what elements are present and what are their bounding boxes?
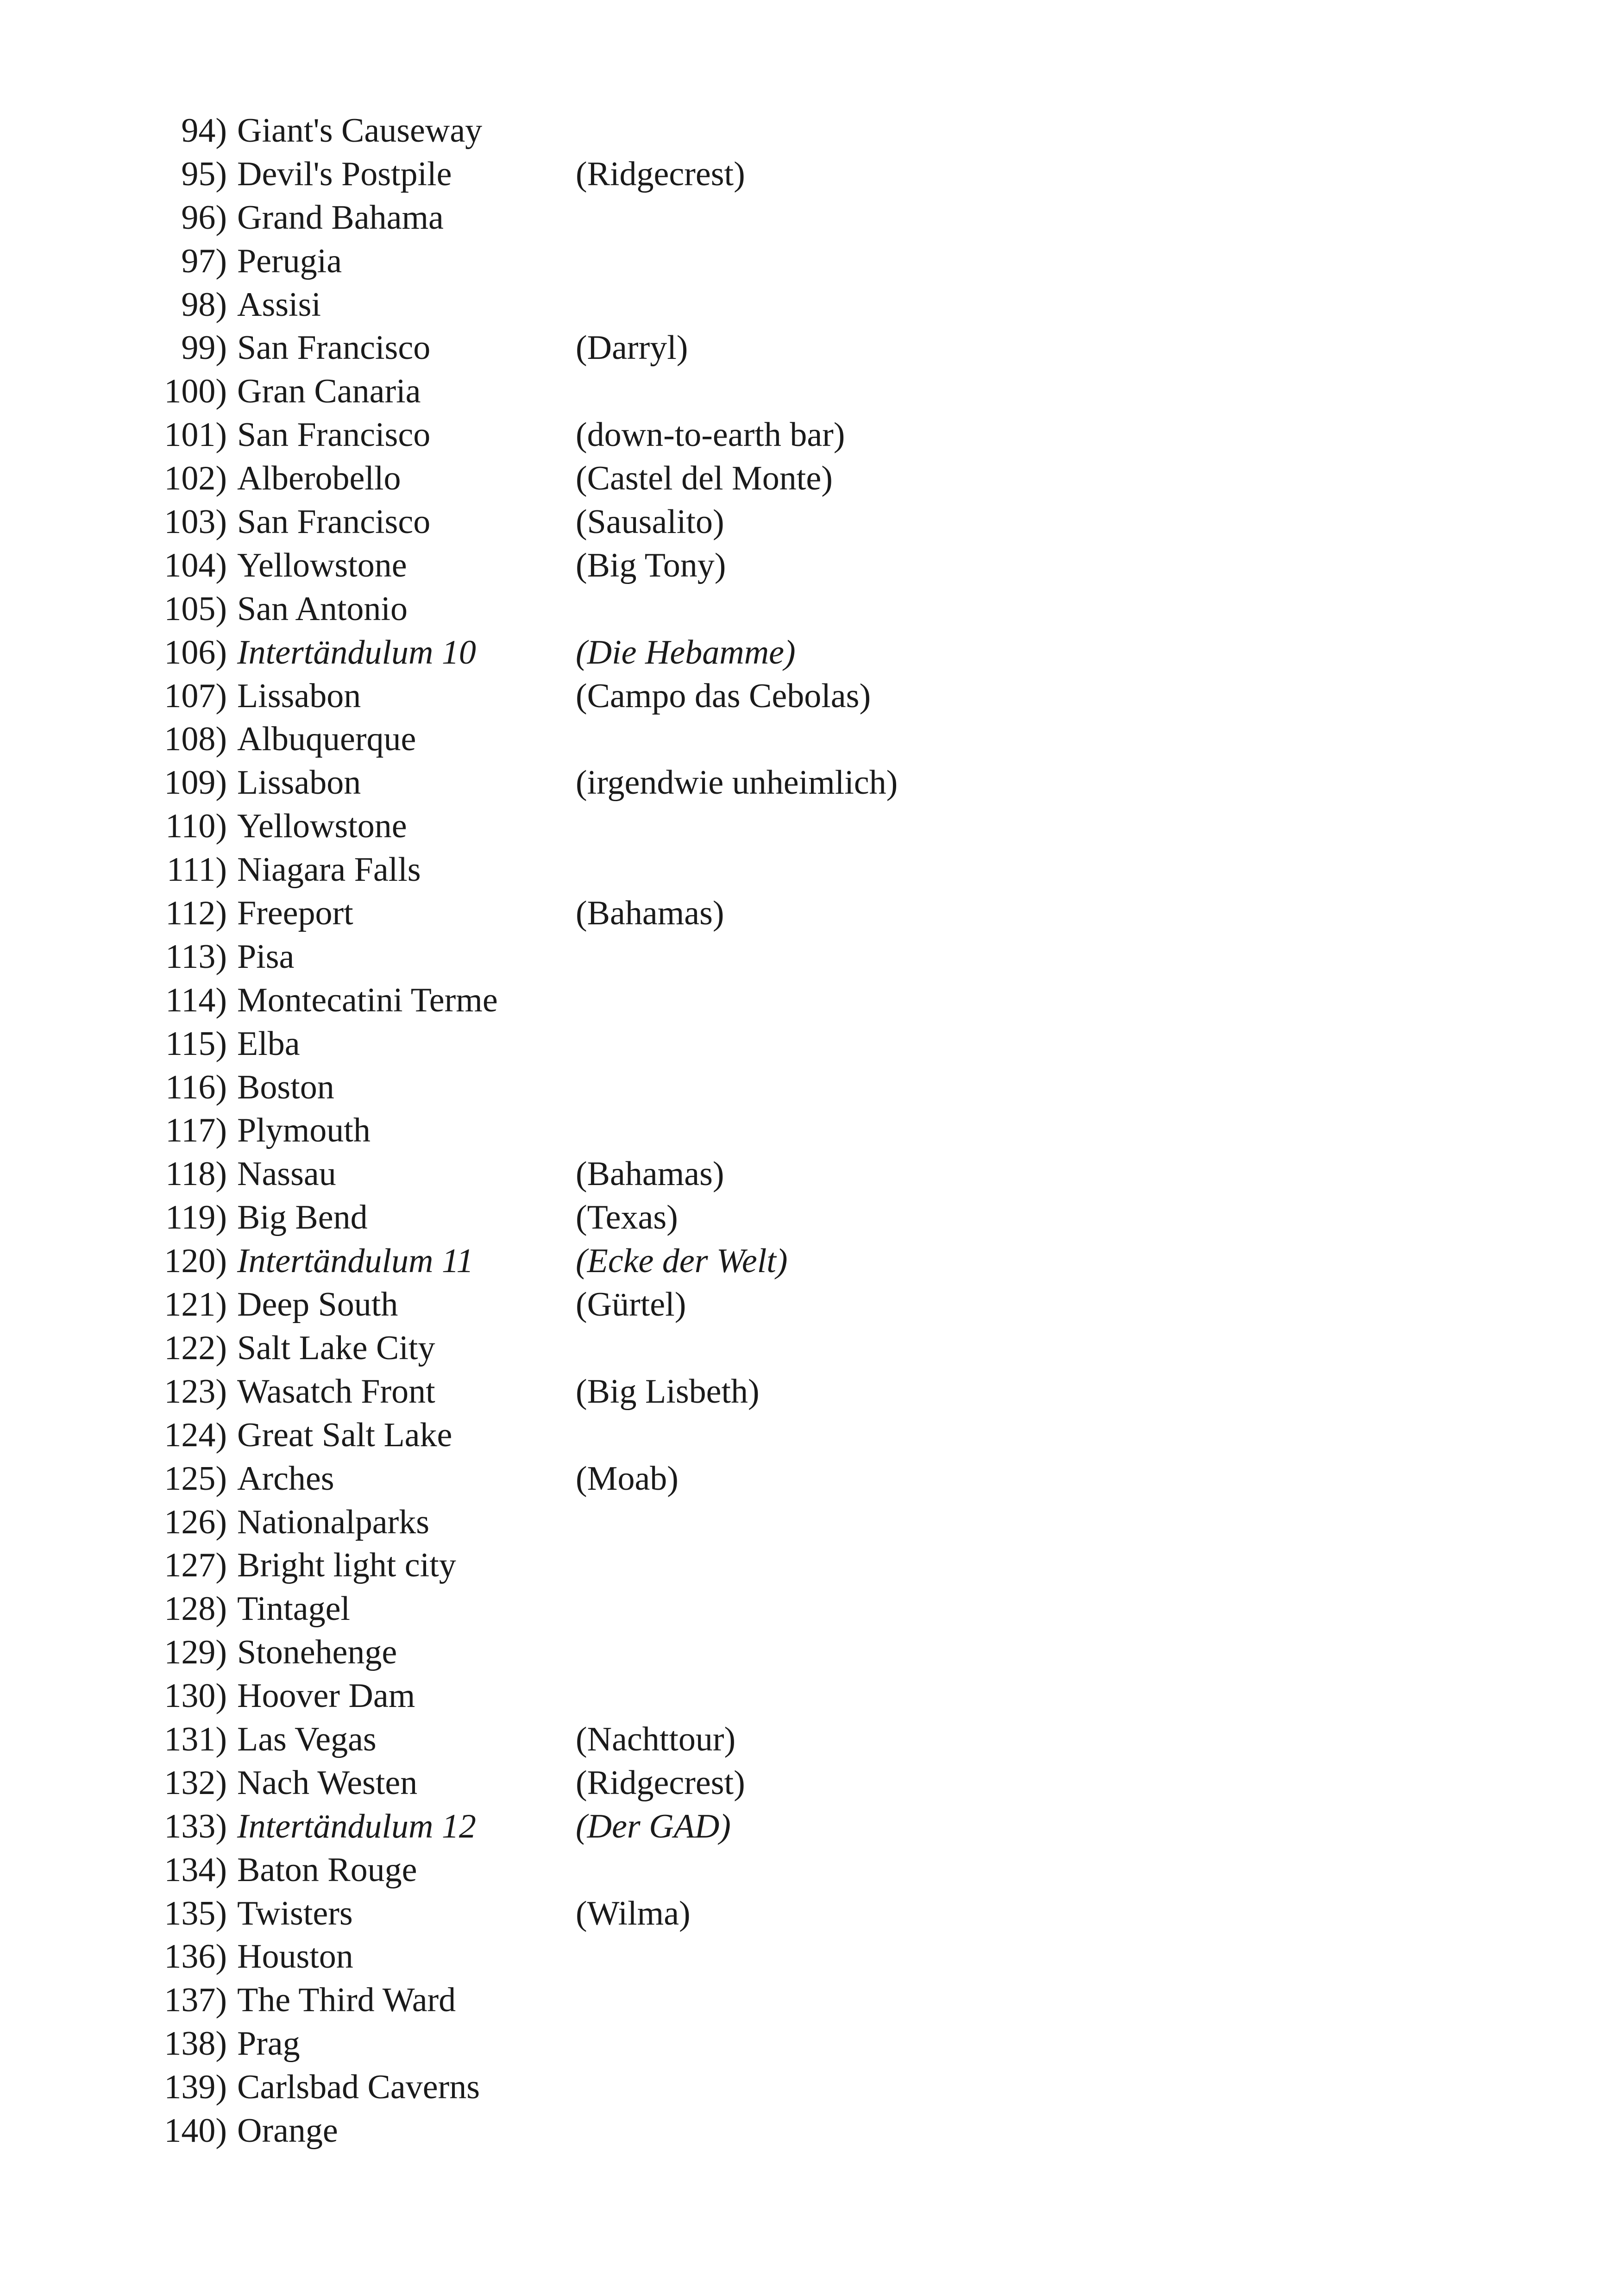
entry-place: Nationalparks <box>237 1503 430 1541</box>
list-item <box>0 414 1621 457</box>
entry-note: (Sausalito) <box>576 503 724 541</box>
entry-number: 113) <box>165 937 227 976</box>
list-item <box>0 196 1621 240</box>
entry-number: 96) <box>181 198 227 237</box>
entry-number: 117) <box>165 1111 227 1150</box>
entry-place: Freeport <box>237 894 353 933</box>
entry-note: (Ridgecrest) <box>576 155 745 193</box>
entry-place: The Third Ward <box>237 1981 456 2020</box>
entry-number: 138) <box>164 2025 227 2063</box>
entry-number: 102) <box>164 459 227 498</box>
list-item <box>0 283 1621 327</box>
entry-number: 129) <box>164 1633 227 1672</box>
entry-place: San Francisco <box>237 329 431 367</box>
entry-place: Nach Westen <box>237 1763 418 1802</box>
entry-number: 103) <box>164 503 227 541</box>
entry-place: Assisi <box>237 285 321 324</box>
entry-place: Tintagel <box>237 1590 350 1628</box>
list-item <box>0 979 1621 1023</box>
entry-place: Hoover Dam <box>237 1677 415 1715</box>
list-item <box>0 370 1621 414</box>
entry-place: Niagara Falls <box>237 851 421 889</box>
entry-note: (Big Lisbeth) <box>576 1372 760 1411</box>
list-item <box>0 892 1621 935</box>
list-item <box>0 1675 1621 1718</box>
list-item <box>0 1153 1621 1196</box>
entry-note: (irgendwie unheimlich) <box>576 764 898 802</box>
list-item <box>0 1892 1621 1936</box>
entry-place: Intertändulum 10 <box>237 633 476 671</box>
entry-place: Twisters <box>237 1894 353 1932</box>
list-item <box>0 1457 1621 1501</box>
list-item <box>0 848 1621 892</box>
entry-place: Deep South <box>237 1286 398 1324</box>
list-item <box>0 457 1621 501</box>
list-item <box>0 1023 1621 1066</box>
entry-place: Montecatini Terme <box>237 981 498 1019</box>
list-item <box>0 1718 1621 1762</box>
entry-number: 133) <box>164 1807 227 1845</box>
entry-place: Arches <box>237 1459 334 1498</box>
entry-number: 120) <box>164 1242 227 1280</box>
entry-number: 116) <box>165 1068 227 1106</box>
entry-note: (Bahamas) <box>576 1155 724 1193</box>
entry-number: 137) <box>164 1981 227 2020</box>
list-item <box>0 1283 1621 1327</box>
entry-number: 115) <box>165 1024 227 1063</box>
entry-place: Salt Lake City <box>237 1329 435 1367</box>
list-item <box>0 1327 1621 1370</box>
entry-number: 107) <box>164 677 227 715</box>
entry-place: Great Salt Lake <box>237 1416 452 1454</box>
entry-note: (Darryl) <box>576 329 688 367</box>
entry-place: Carlsbad Caverns <box>237 2068 480 2107</box>
entry-number: 109) <box>164 764 227 802</box>
list-item <box>0 1587 1621 1631</box>
entry-number: 125) <box>164 1459 227 1498</box>
entry-place: Stonehenge <box>237 1633 397 1672</box>
list-item <box>0 2022 1621 2066</box>
list-item <box>0 718 1621 761</box>
entry-number: 98) <box>181 285 227 324</box>
entry-number: 94) <box>181 112 227 150</box>
list-item <box>0 1631 1621 1675</box>
entry-place: Boston <box>237 1068 334 1106</box>
entry-number: 104) <box>164 546 227 584</box>
entry-number: 123) <box>164 1372 227 1411</box>
list-item <box>0 240 1621 283</box>
entry-number: 131) <box>164 1720 227 1758</box>
entry-place: Grand Bahama <box>237 198 444 237</box>
entry-number: 97) <box>181 242 227 280</box>
entry-place: Lissabon <box>237 677 361 715</box>
list-item <box>0 1414 1621 1457</box>
entry-note: (Bahamas) <box>576 894 724 933</box>
entry-place: Yellowstone <box>237 546 407 584</box>
list-item <box>0 761 1621 805</box>
list-item <box>0 1109 1621 1153</box>
list-item <box>0 326 1621 370</box>
list-item <box>0 935 1621 979</box>
entry-number: 110) <box>165 807 227 846</box>
entry-place: Orange <box>237 2111 338 2150</box>
entry-place: Alberobello <box>237 459 401 498</box>
entry-place: Albuquerque <box>237 720 416 759</box>
entry-place: Perugia <box>237 242 342 280</box>
entry-note: (Texas) <box>576 1198 678 1237</box>
entry-place: Bright light city <box>237 1546 456 1585</box>
list-item <box>0 153 1621 196</box>
list-item <box>0 1501 1621 1544</box>
entry-place: Baton Rouge <box>237 1851 417 1889</box>
list-item <box>0 1240 1621 1283</box>
entry-number: 101) <box>164 416 227 454</box>
entry-number: 140) <box>164 2111 227 2150</box>
entry-place: Intertändulum 12 <box>237 1807 476 1845</box>
list-item <box>0 1370 1621 1414</box>
list-item <box>0 805 1621 848</box>
entry-number: 106) <box>164 633 227 671</box>
entry-note: (Campo das Cebolas) <box>576 677 871 715</box>
list-item <box>0 631 1621 675</box>
entry-place: Yellowstone <box>237 807 407 846</box>
entry-place: Pisa <box>237 937 295 976</box>
list-item <box>0 544 1621 588</box>
entry-number: 136) <box>164 1938 227 1976</box>
entry-note: (Ridgecrest) <box>576 1763 745 1802</box>
entry-place: Elba <box>237 1024 300 1063</box>
list-item <box>0 1196 1621 1240</box>
entry-place: Intertändulum 11 <box>237 1242 474 1280</box>
entry-number: 105) <box>164 590 227 628</box>
entry-number: 95) <box>181 155 227 193</box>
entry-number: 134) <box>164 1851 227 1889</box>
list-item <box>0 1805 1621 1849</box>
entry-note: (Wilma) <box>576 1894 691 1932</box>
entry-note: (down-to-earth bar) <box>576 416 845 454</box>
list-item <box>0 588 1621 631</box>
entry-place: Big Bend <box>237 1198 368 1237</box>
entry-note: (Big Tony) <box>576 546 726 584</box>
list-item <box>0 501 1621 544</box>
entry-number: 112) <box>165 894 227 933</box>
entry-number: 111) <box>166 851 227 889</box>
entry-place: Las Vegas <box>237 1720 377 1758</box>
list-item <box>0 2066 1621 2109</box>
entry-note: (Nachttour) <box>576 1720 736 1758</box>
entry-number: 108) <box>164 720 227 759</box>
entry-note: (Moab) <box>576 1459 679 1498</box>
list-item <box>0 1935 1621 1979</box>
entry-place: Nassau <box>237 1155 336 1193</box>
entry-number: 114) <box>165 981 227 1019</box>
entry-place: San Francisco <box>237 503 431 541</box>
list-item <box>0 109 1621 153</box>
entry-number: 135) <box>164 1894 227 1932</box>
entry-number: 119) <box>165 1198 227 1237</box>
list-item <box>0 1066 1621 1110</box>
entry-place: San Francisco <box>237 416 431 454</box>
list-item <box>0 1979 1621 2022</box>
entry-number: 122) <box>164 1329 227 1367</box>
entry-number: 124) <box>164 1416 227 1454</box>
entry-note: (Gürtel) <box>576 1286 686 1324</box>
entry-place: Plymouth <box>237 1111 371 1150</box>
entry-place: Devil's Postpile <box>237 155 452 193</box>
entry-number: 121) <box>164 1286 227 1324</box>
entry-number: 128) <box>164 1590 227 1628</box>
entry-number: 127) <box>164 1546 227 1585</box>
entry-place: Prag <box>237 2025 300 2063</box>
entry-note: (Der GAD) <box>576 1807 731 1845</box>
entry-note: (Castel del Monte) <box>576 459 833 498</box>
list-item <box>0 1544 1621 1587</box>
list-item <box>0 2109 1621 2153</box>
entry-number: 100) <box>164 372 227 411</box>
entry-number: 118) <box>165 1155 227 1193</box>
entry-place: Lissabon <box>237 764 361 802</box>
entry-place: Houston <box>237 1938 353 1976</box>
list-item <box>0 675 1621 718</box>
entry-note: (Die Hebamme) <box>576 633 796 671</box>
entry-number: 132) <box>164 1763 227 1802</box>
entry-number: 130) <box>164 1677 227 1715</box>
list-item <box>0 1762 1621 1805</box>
entry-number: 139) <box>164 2068 227 2107</box>
entry-note: (Ecke der Welt) <box>576 1242 788 1280</box>
entry-place: San Antonio <box>237 590 408 628</box>
entry-place: Giant's Causeway <box>237 112 483 150</box>
entry-place: Wasatch Front <box>237 1372 435 1411</box>
entry-number: 99) <box>181 329 227 367</box>
entry-number: 126) <box>164 1503 227 1541</box>
entry-place: Gran Canaria <box>237 372 421 411</box>
list-item <box>0 1849 1621 1892</box>
entry-list <box>0 109 1621 2153</box>
